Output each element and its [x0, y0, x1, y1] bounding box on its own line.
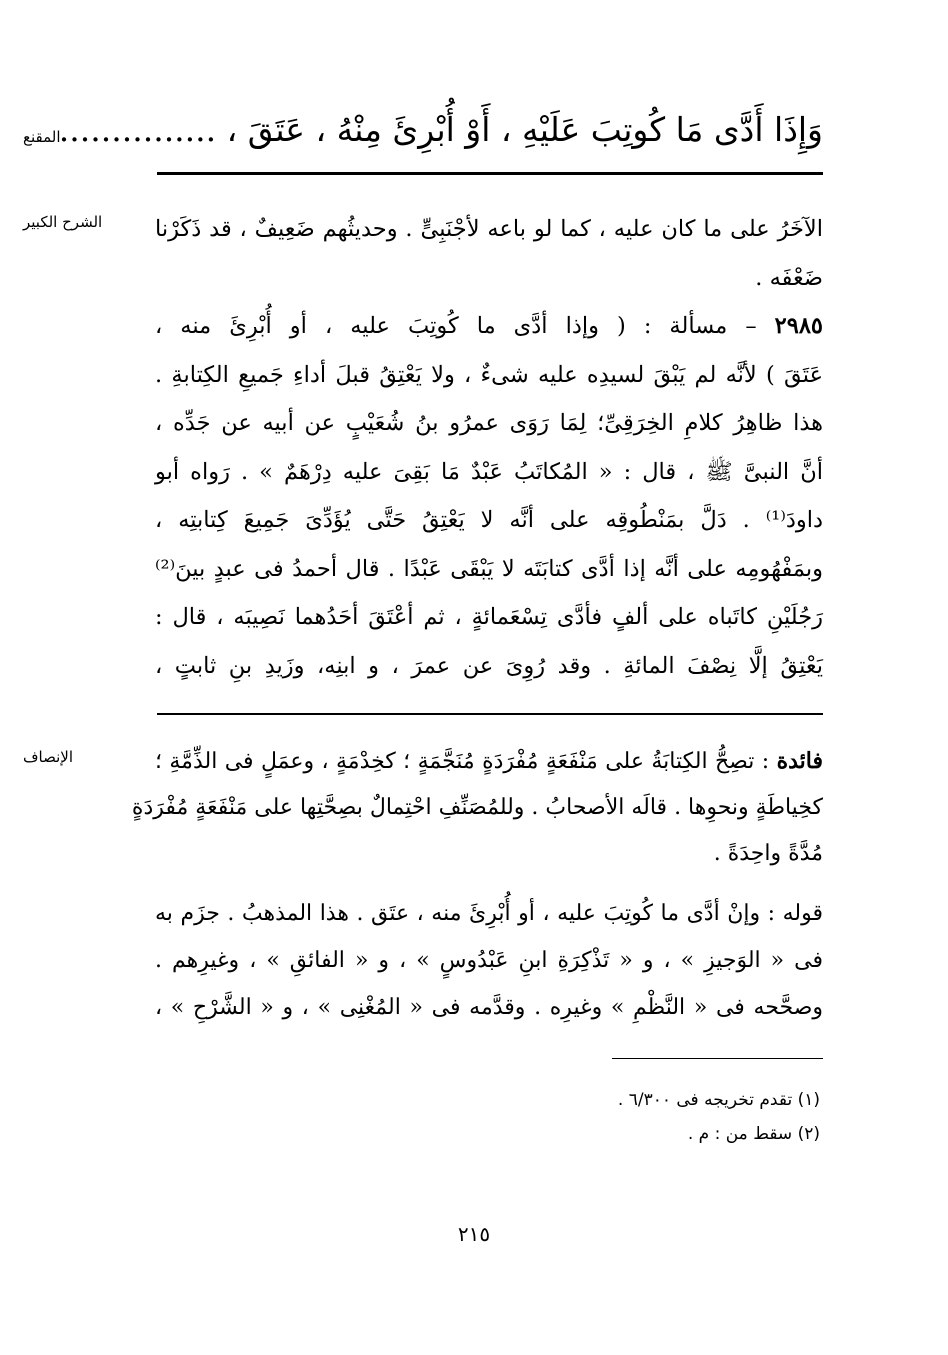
insaf-text — [131, 738, 823, 877]
muqni-dots: ............... — [58, 110, 217, 149]
sharh-line: أنَّ النبىَّ ﷺ ، قال : « المُكاتَبُ عَبْدٌ مَا بَقِىَ عليه دِرْهَمٌ » . رَواه أبو — [155, 458, 823, 485]
sharh-line: هذا ظاهِرُ كلامِ الخِرَقِىِّ؛ لِمَا رَوَى عمرُو بنُ شُعَيْبٍ عن أبيه عن جَدِّه ، — [155, 410, 823, 436]
insaf-line: وصحَّحه فى « النَّظْمِ » وغيرِه . وقدَّمه فى « المُغْنِى » ، و « الشَّرْحِ » ، — [155, 995, 823, 1020]
header-rule — [157, 172, 823, 175]
footnote: (٢) سقط من : م . — [687, 1124, 820, 1144]
page-number: ٢١٥ — [457, 1222, 491, 1246]
sharh-line: يَعْتِقُ إلَّا نِصْفَ المائةِ . وقد رُوِىَ عن عمرَ ، و ابنِه، وزَيدِ بنِ ثابتٍ ، — [155, 652, 823, 679]
sharh-line: رَجُلَيْنِ كاتَباه على ألفٍ فأدَّى تِسْعَمائةٍ ، ثم أعْتَقَ أحَدُهما نَصِيبَه ، قال : — [155, 604, 823, 630]
footnote-rule — [612, 1058, 823, 1059]
footnotes — [560, 1083, 820, 1151]
sharh-line: وبمَفْهُومِه على أنَّه إذا أدَّى كتابَتَه لا يَبْقَى عَبْدًا . قال أحمدُ فى عبدٍ بينَ⁽²⁾ — [155, 555, 823, 582]
insaf-line: فائدة : تصِحُّ الكِتابَةُ على مَنْفَعَةٍ مُفْرَدَةٍ مُنَجَّمَةٍ ؛ كخِدْمَةٍ ، وعمَلٍ فى الذِّمَّةِ ؛ — [155, 748, 823, 774]
margin-label-insaf: الإنصاف — [23, 748, 74, 766]
footnote: (١) تقدم تخريجه فى ٦/٣٠٠ . — [617, 1090, 820, 1110]
issue-number: ٢٩٨٥ — [774, 313, 823, 339]
insaf-text-2 — [155, 890, 823, 1031]
margin-label-sharh: الشرح الكبير — [23, 213, 103, 231]
insaf-line: مُدَّةً واحِدَةً . — [713, 841, 823, 866]
insaf-line: قوله : وإنْ أدَّى ما كُوتِبَ عليه ، أو أُبْرِئَ منه ، عتَق . هذا المذهبُ . جزَم به — [155, 901, 823, 926]
sharh-line: داودَ⁽¹⁾ . دَلَّ بمَنْطُوقِه على أنَّه لا يَعْتِقُ حَتَّى يُؤَدِّىَ جَمِيعَ كِتابتِه ، — [155, 507, 823, 533]
section-rule — [157, 713, 823, 715]
muqni-phrase: وَإِذَا أَدَّى مَا كُوتِبَ عَلَيْهِ ، أَوْ أُبْرِئَ مِنْهُ ، عَتَقَ ، — [226, 110, 823, 149]
sharh-line: ضَعْفَه . — [755, 264, 823, 291]
muqni-line — [58, 100, 823, 160]
sharh-line: عَتَقَ ) لأنَّه لم يَبْقَ لسيدِه عليه شىءٌ ، ولا يَعْتِقُ قبلَ أداءِ جَميعِ الكِتابةِ . — [155, 361, 823, 388]
sharh-text — [155, 205, 823, 690]
muqni-text — [58, 100, 823, 160]
margin-label-muqni: المقنع — [23, 128, 61, 146]
sharh-line: ٢٩٨٥ – مسألة : ( وإذا أدَّى ما كُوتِبَ عليه ، أو أُبْرِئَ منه ، — [155, 313, 823, 339]
insaf-line: كخِياطَةٍ ونحوِها . قالَه الأصحابُ . وللمُصَنِّفِ احْتِمالٌ بصِحَّتِها على مَنْفَعَةٍ مُفْرَدَةٍ — [131, 795, 823, 820]
insaf-line: فى « الوَجيزِ » ، و « تَذْكِرَةِ ابنِ عَبْدُوسٍ » ، و « الفائقِ » ، وغيرِهم . — [155, 948, 823, 973]
faida-label: فائدة — [776, 748, 823, 774]
sharh-line: الآخَرُ على ما كان عليه ، كما لو باعه لأجْنَبِىٍّ . وحديثُهم ضَعِيفٌ ، قد ذَكَرْنا — [155, 216, 823, 242]
